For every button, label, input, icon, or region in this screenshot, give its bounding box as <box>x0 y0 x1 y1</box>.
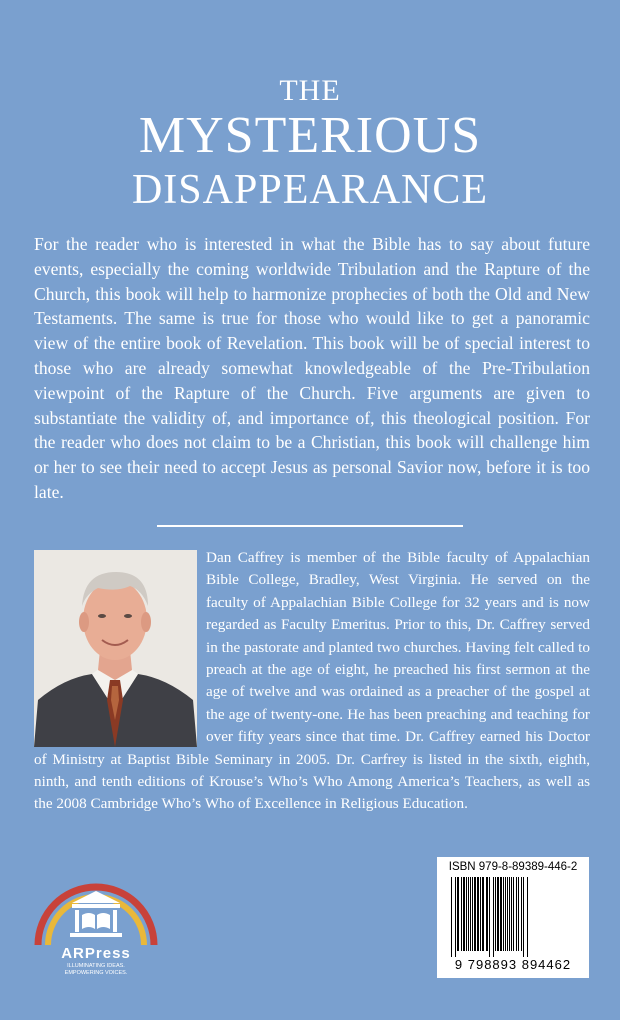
photo-spacer <box>34 547 206 747</box>
publisher-name: ARPress <box>61 945 131 962</box>
section-divider <box>157 525 463 527</box>
title-line-2: MYSTERIOUS <box>138 107 482 164</box>
barcode-digits: 9 798893 894462 <box>454 957 572 972</box>
publisher-tagline-line1: ILLUMINATING IDEAS. <box>67 963 125 969</box>
isbn-label: ISBN 979-8-89389-446-2 <box>448 861 578 873</box>
title-line-1: THE <box>279 74 341 107</box>
publisher-tagline <box>32 963 160 976</box>
title-line-3: DISAPPEARANCE <box>131 167 489 213</box>
arpress-logo <box>32 853 160 983</box>
author-bio <box>34 547 590 816</box>
barcode-icon <box>449 877 577 957</box>
publisher-tagline-line2: EMPOWERING VOICES. <box>64 969 128 976</box>
arpress-logo-icon <box>32 853 160 948</box>
barcode-box <box>437 857 589 978</box>
author-bio-text: Dan Caffrey is member of the Bible faculty of Appalachian Bible College, Bradley, West Virginia. He served on the faculty of Appalachian Bible College for 32 years and is now regarded as Faculty Emeritus. Prior to this, Dr. Caffrey served in the pastorate and planted two churches. Having felt called to preach at the age of eight, he preached his first sermon at the age of twelve and was ordained as a preacher of the gospel at the age of twenty-one. He has been preaching and teaching for over fifty years since that time. Dr. Caffrey earned his Doctor of Ministry at Baptist Bible Seminary in 2005. Dr. Carfrey is listed in the sixth, eighth, ninth, and tenth editions of Krouse’s Who’s Who Among America’s Teachers, as well as the 2008 Cambridge Who’s Who of Excellence in Religious Education. <box>34 549 590 813</box>
book-description: For the reader who is interested in what the Bible has to say about future events, especially the coming worldwide Tribulation and the Rapture of the Church, this book will help to harmonize prophecies of both the Old and New Testaments. The same is true for those who would like to get a panoramic view of the entire book of Revelation. This book will be of special interest to those who are already somewhat knowledgeable of the Pre-Tribulation viewpoint of the Rapture of the Church. Five arguments are given to substantiate the validity of, and importance of, this theological position. For the reader who does not claim to be a Christian, this book will challenge him or her to see their need to accept Jesus as personal Savior now, before it is too late. <box>34 234 590 502</box>
